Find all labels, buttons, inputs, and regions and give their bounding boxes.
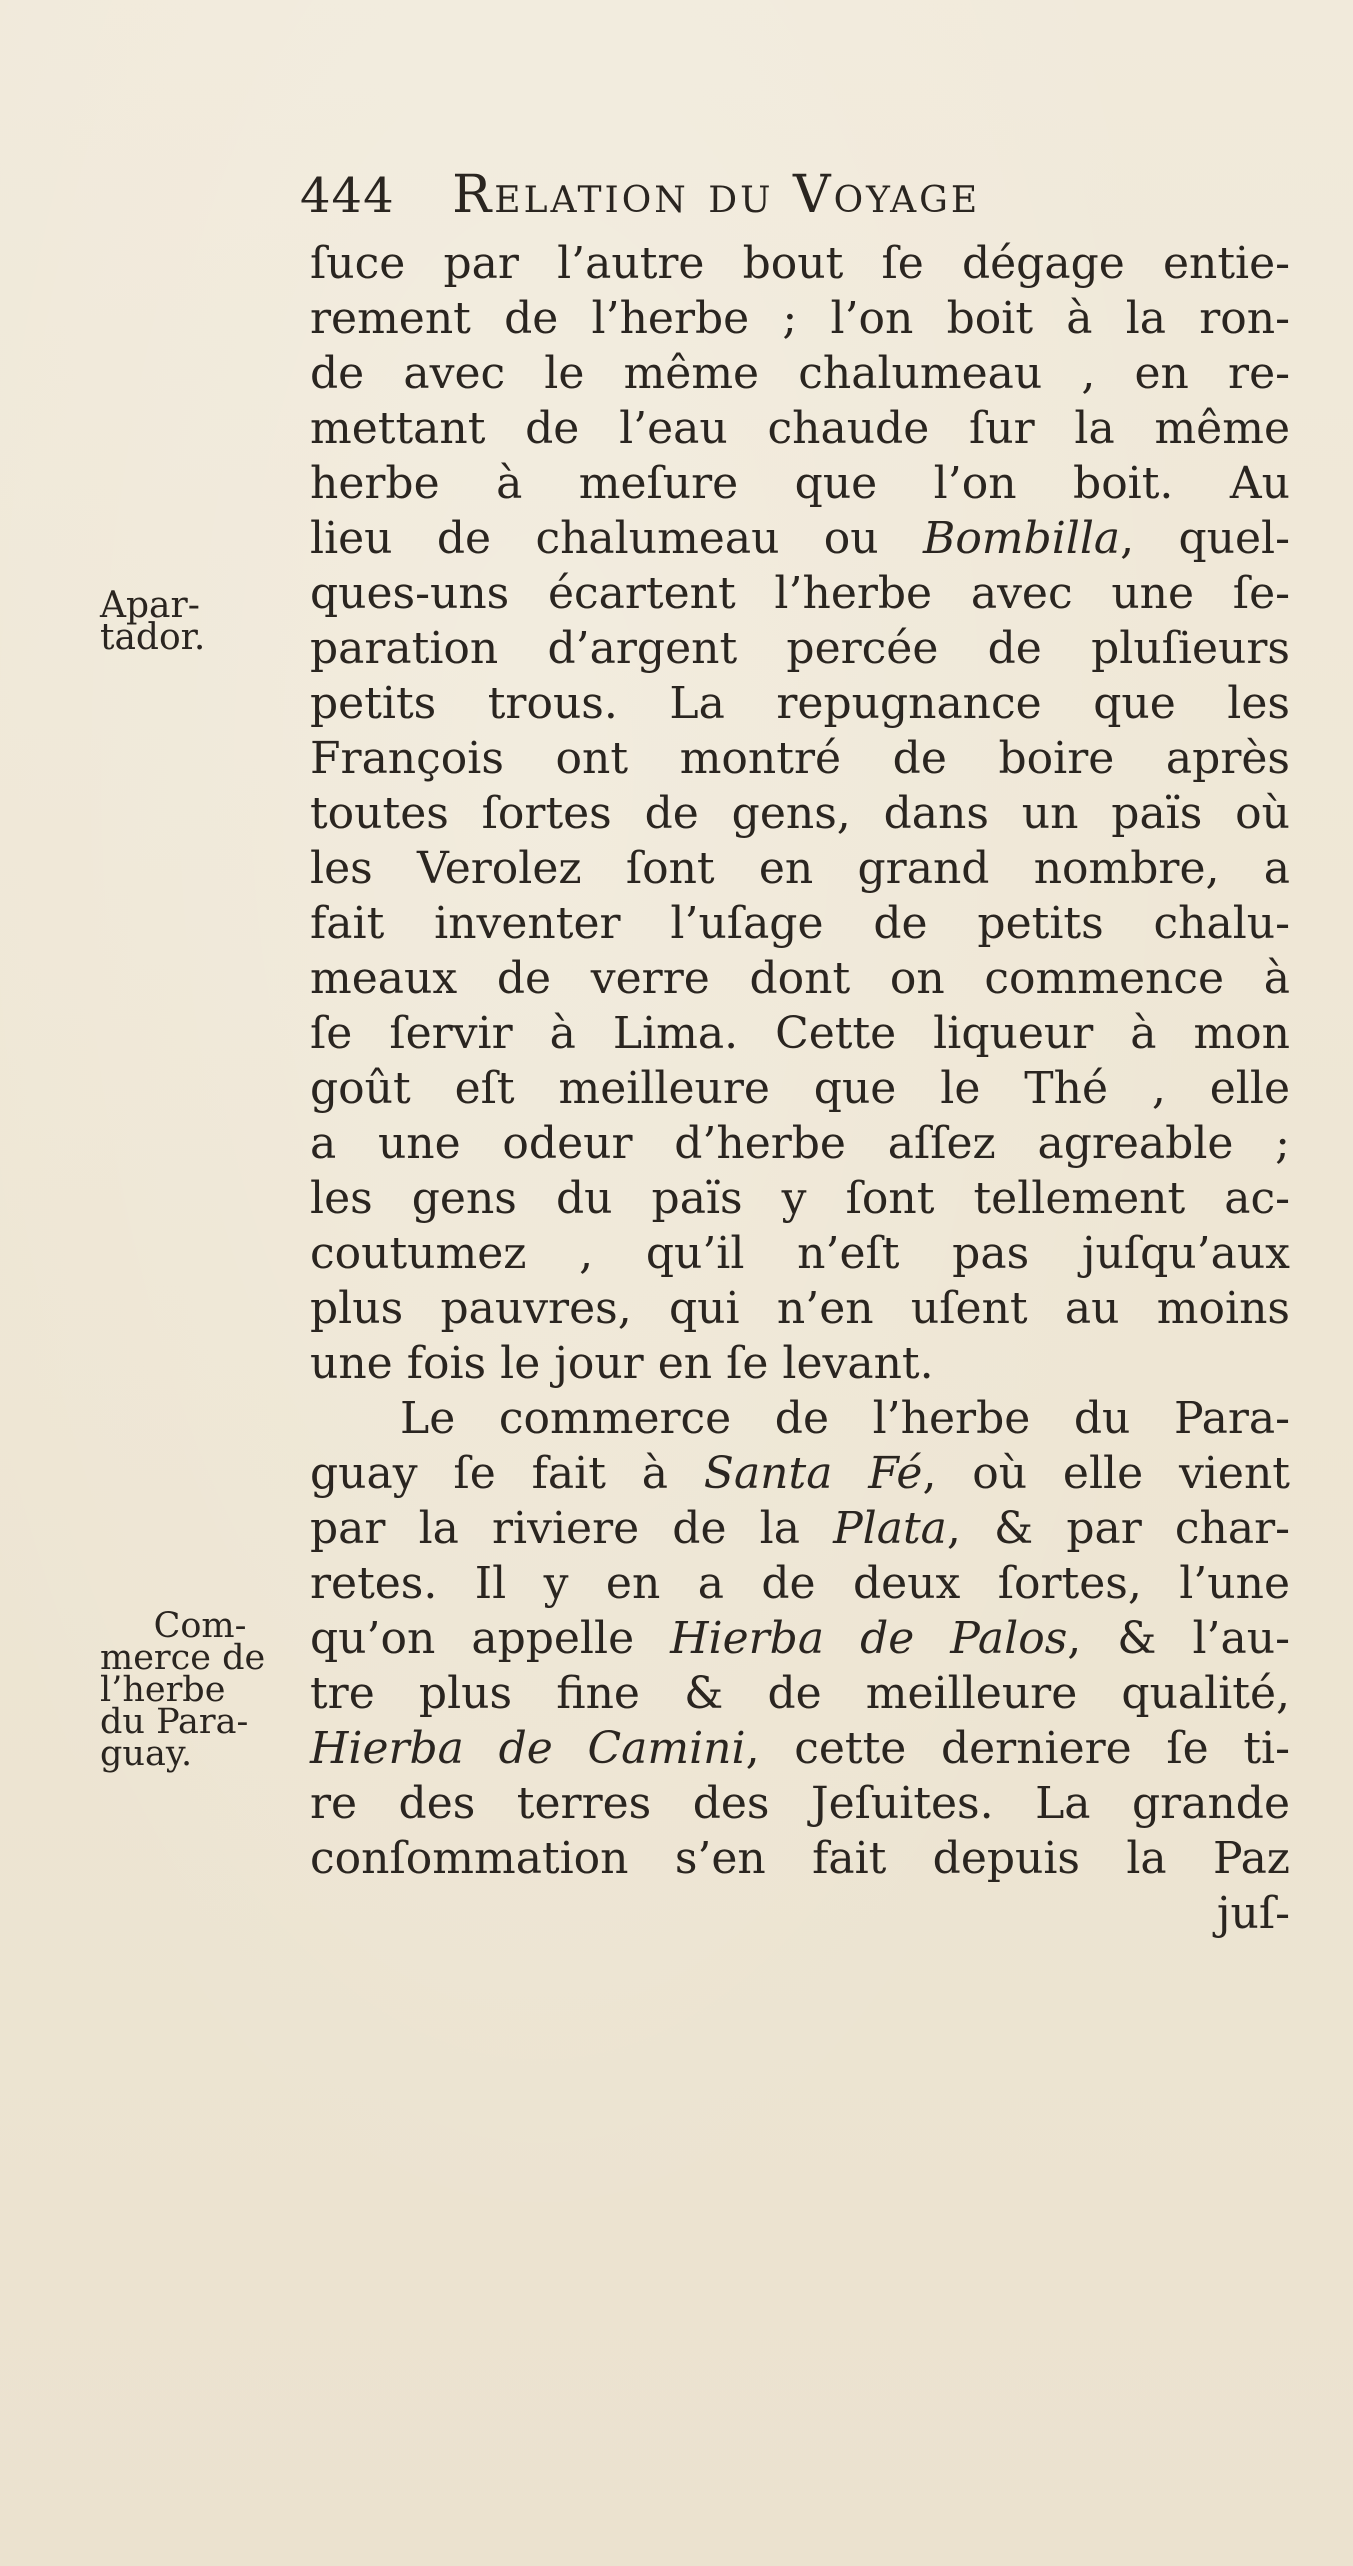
text-segment: , & par char- [946,1503,1291,1554]
text-line: ques-uns écartent l’herbe avec une ſe- [310,568,1290,619]
margin-note-line: Apar- [100,585,200,626]
text-segment: , quel- [1120,513,1290,564]
text-line: goût eſt meilleure que le Thé , elle [310,1063,1290,1114]
text-line [310,1611,1290,1666]
text-line [310,1501,1290,1556]
text-line: une fois le jour en ſe levant. [310,1338,934,1389]
text-line: rement de l’herbe ; l’on boit à la ron- [310,293,1290,344]
text-line: coutumez , qu’il n’eſt pas juſqu’aux [310,1228,1290,1279]
text-line [310,1446,1290,1501]
text-line: conſommation s’en fait depuis la Paz [310,1833,1290,1884]
margin-note-line: l’herbe [100,1670,226,1710]
body-text [310,236,1290,1941]
text-line: paration d’argent percée de pluſieurs [310,623,1290,674]
text-line: toutes ſortes de gens, dans un païs où [310,788,1290,839]
text-line: fait inventer l’uſage de petits chalu- [310,898,1290,949]
text-line: de avec le même chalumeau , en re- [310,348,1290,399]
text-line: petits trous. La repugnance que les [310,678,1290,729]
text-line: François ont montré de boire après [310,733,1290,784]
italic-term: Santa Fé [703,1448,923,1499]
text-line: re des terres des Jeſuites. La grande [310,1778,1290,1829]
page-number: 444 [300,168,395,224]
margin-note-apartador [100,585,300,658]
text-line: mettant de l’eau chaude ſur la même [310,403,1290,454]
text-line: ſe ſervir à Lima. Cette liqueur à mon [310,1008,1290,1059]
text-line [310,511,1290,566]
margin-note-line: guay. [100,1734,193,1774]
text-segment: par la riviere de la [310,1503,800,1554]
text-line: herbe à meſure que l’on boit. Au [310,458,1290,509]
text-segment: , où elle vient [922,1448,1290,1499]
margin-note-line: Com- [153,1606,247,1646]
margin-note-line: merce de [100,1638,266,1678]
text-segment: guay ſe fait à [310,1448,668,1499]
text-line: plus pauvres, qui n’en uſent au moins [310,1283,1290,1334]
text-segment: lieu de chalumeau ou [310,513,879,564]
text-segment: qu’on appelle [310,1613,635,1664]
italic-term: Hierba de Palos [670,1613,1068,1664]
italic-term: Hierba de Camini [310,1723,746,1774]
text-line: Le commerce de l’herbe du Para- [400,1393,1290,1444]
text-line: ſuce par l’autre bout ſe dégage entie- [310,238,1290,289]
text-segment: , cette derniere ſe ti- [745,1723,1290,1774]
text-line: les Verolez ſont en grand nombre, a [310,843,1290,894]
text-line [310,1721,1290,1776]
running-title: Relation du Voyage [452,165,981,225]
italic-term: Plata [833,1503,947,1554]
text-line: les gens du païs y ſont tellement ac- [310,1173,1290,1224]
text-segment: , & l’au- [1067,1613,1290,1664]
margin-note-line: tador. [100,617,206,658]
text-line: meaux de verre dont on commence à [310,953,1290,1004]
text-line: tre plus fine & de meilleure qualité, [310,1668,1290,1719]
text-line: retes. Il y en a de deux ſortes, l’une [310,1558,1290,1609]
italic-term: Bombilla [922,513,1121,564]
catchword: juſ- [1216,1888,1290,1939]
margin-note-commerce [100,1606,300,1774]
margin-note-line: du Para- [100,1702,249,1742]
text-line: a une odeur d’herbe aſſez agreable ; [310,1118,1290,1169]
page-header [300,160,1280,230]
